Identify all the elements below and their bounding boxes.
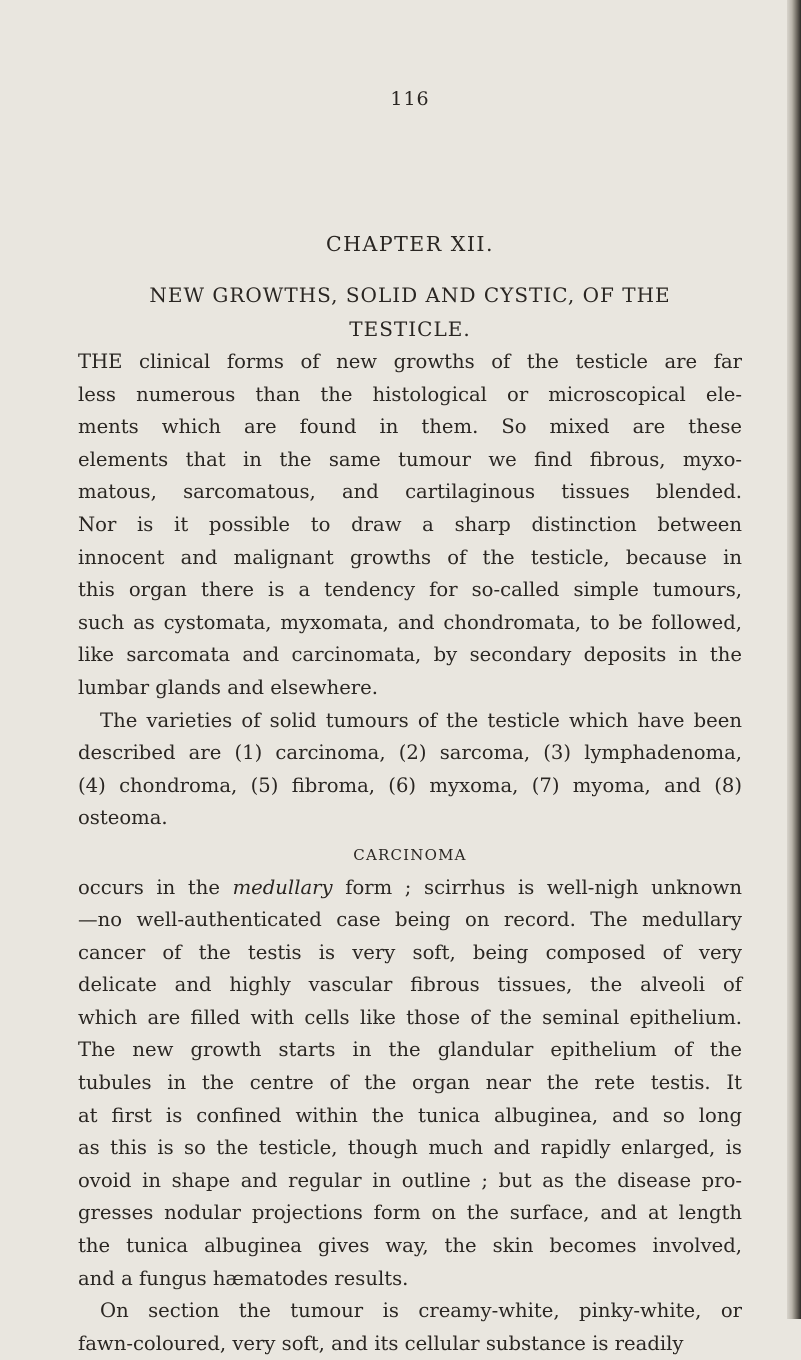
text-line-first	[78, 872, 742, 905]
text-run: form ; scirrhus is well-nigh unknown	[332, 875, 742, 899]
text-line: lumbar glands and elsewhere.	[78, 675, 378, 699]
text-line: The varieties of solid tumours of the testicle which have been	[100, 708, 742, 732]
text-line: THE clinical forms of new growths of the testicle are far	[78, 350, 742, 373]
text-line: as this is so the testicle, though much and rapidly enlarged, is	[78, 1136, 742, 1160]
text-line: elements that in the same tumour we find fibrous, myxo-	[78, 447, 742, 471]
carcinoma-subheading: CARCINOMA	[353, 845, 467, 864]
paragraph-4	[78, 1295, 742, 1360]
text-line: (4) chondroma, (5) fibroma, (6) myxoma, (7) myoma, and (8)	[78, 773, 742, 797]
text-line: tubules in the centre of the organ near the rete testis. It	[78, 1071, 742, 1095]
section-title-line-1: NEW GROWTHS, SOLID AND CYSTIC, OF THE	[149, 283, 671, 307]
text-line: less numerous than the histological or microscopical ele-	[78, 382, 742, 406]
text-line: ments which are found in them. So mixed are these	[78, 415, 742, 439]
text-line: this organ there is a tendency for so-called simple tumours,	[78, 578, 742, 602]
text-line: fawn-coloured, very soft, and its cellular substance is readily	[78, 1331, 684, 1355]
paragraph-2	[78, 705, 742, 835]
book-page	[78, 0, 742, 1355]
text-line: matous, sarcomatous, and cartilaginous tissues blended.	[78, 480, 742, 504]
paragraph-1	[78, 346, 742, 705]
text-line: such as cystomata, myxomata, and chondromata, to be followed,	[78, 610, 742, 634]
page-number: 116	[390, 88, 430, 110]
text-line: osteoma.	[78, 806, 168, 830]
section-title-line-2: TESTICLE.	[349, 317, 471, 341]
text-line: ovoid in shape and regular in outline ; but as the disease pro-	[78, 1168, 742, 1192]
paragraph-3	[78, 872, 742, 1296]
text-run: occurs in the	[78, 875, 233, 899]
text-line: described are (1) carcinoma, (2) sarcoma, (3) lymphadenoma,	[78, 741, 742, 765]
body-text	[78, 346, 742, 1360]
text-line: On section the tumour is creamy-white, pinky-white, or	[100, 1299, 742, 1323]
text-line: innocent and malignant growths of the testicle, because in	[78, 545, 742, 569]
text-line: like sarcomata and carcinomata, by secondary deposits in the	[78, 643, 742, 667]
text-line: Nor is it possible to draw a sharp distinction between	[78, 512, 742, 536]
text-line: delicate and highly vascular fibrous tissues, the alveoli of	[78, 973, 742, 997]
text-line: which are filled with cells like those of the seminal epithelium.	[78, 1005, 742, 1029]
text-line: cancer of the testis is very soft, being composed of very	[78, 940, 742, 964]
text-line: The new growth starts in the glandular epithelium of the	[78, 1038, 742, 1062]
section-title	[78, 278, 742, 346]
text-line: at first is confined within the tunica albuginea, and so long	[78, 1103, 742, 1127]
text-line: and a fungus hæmatodes results.	[78, 1266, 409, 1290]
text-line: gresses nodular projections form on the surface, and at length	[78, 1201, 742, 1225]
page-edge-shadow	[787, 0, 801, 1319]
text-line: the tunica albuginea gives way, the skin becomes involved,	[78, 1234, 742, 1258]
italic-term: medullary	[232, 875, 333, 899]
text-line: —no well-authenticated case being on record. The medullary	[78, 908, 742, 932]
chapter-heading: CHAPTER XII.	[325, 232, 495, 256]
